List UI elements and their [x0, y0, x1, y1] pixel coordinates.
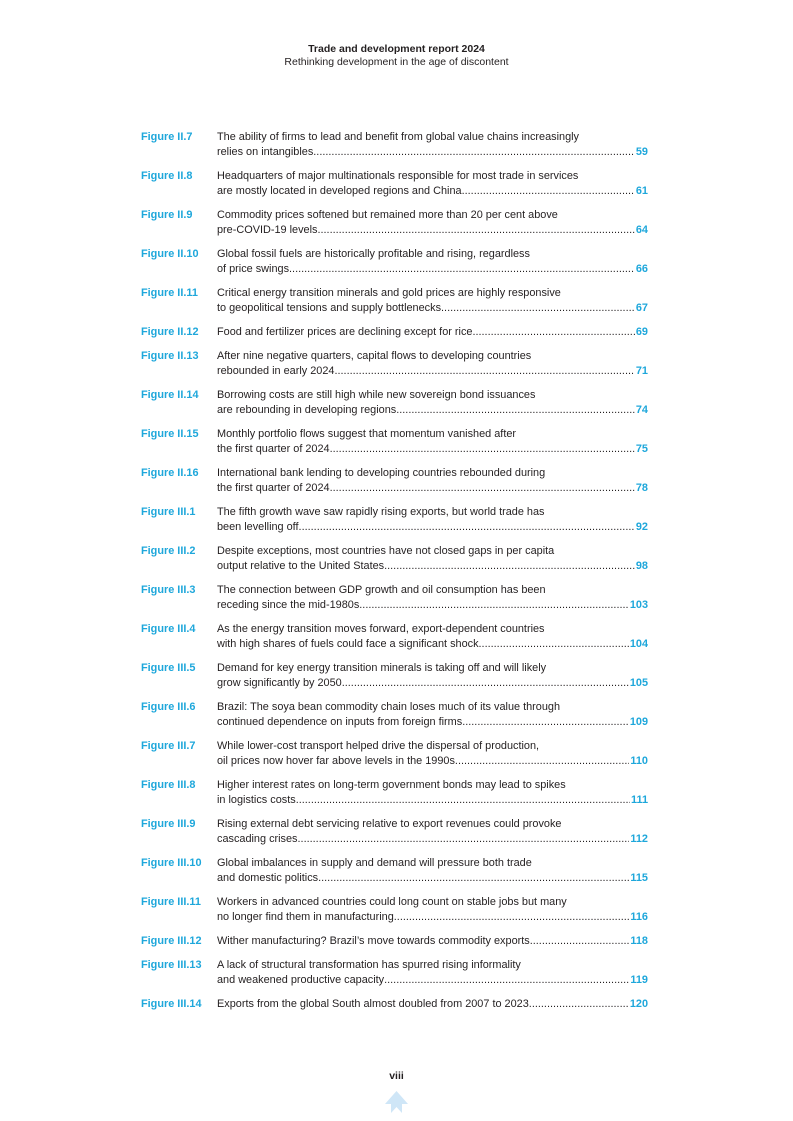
caption-last-line [217, 832, 648, 847]
caption-last-line [217, 481, 648, 496]
figure-caption [217, 958, 648, 988]
caption-line: The ability of firms to lead and benefit from global value chains increasingly [217, 131, 580, 143]
dot-leader [384, 559, 635, 574]
caption-last-line [217, 676, 648, 691]
figure-number: Figure II.8 [141, 170, 193, 182]
caption-last-line [217, 934, 648, 949]
figure-caption [217, 778, 648, 808]
caption-last-line [217, 715, 648, 730]
caption-line: are mostly located in developed regions and China [217, 185, 462, 197]
page-reference[interactable]: 109 [629, 716, 648, 728]
chevron-up-icon[interactable] [384, 1090, 409, 1114]
figure-number: Figure III.3 [141, 584, 196, 596]
dot-leader [441, 301, 635, 316]
caption-line: Rising external debt servicing relative to export revenues could provoke [217, 818, 562, 830]
figure-number: Figure III.7 [141, 740, 196, 752]
caption-last-line [217, 598, 648, 613]
caption-line: of price swings [217, 263, 290, 275]
caption-line: and domestic politics [217, 872, 319, 884]
figure-caption [217, 388, 648, 418]
caption-line: The connection between GDP growth and oil consumption has been [217, 584, 546, 596]
caption-last-line [217, 871, 648, 886]
caption-line: Workers in advanced countries could long count on stable jobs but many [217, 896, 567, 908]
caption-last-line [217, 325, 648, 340]
figure-caption [217, 700, 648, 730]
caption-last-line [217, 301, 648, 316]
dot-leader [330, 481, 635, 496]
dot-leader [384, 973, 629, 988]
caption-line: rebounded in early 2024 [217, 365, 335, 377]
caption-last-line [217, 637, 648, 652]
caption-last-line [217, 184, 648, 199]
figure-number: Figure III.12 [141, 935, 202, 947]
figure-caption [217, 130, 648, 160]
caption-last-line [217, 262, 648, 277]
page-reference[interactable]: 74 [635, 404, 648, 416]
page-reference[interactable]: 105 [629, 677, 648, 689]
page-header [0, 43, 793, 69]
caption-line: Food and fertilizer prices are declining except for rice [217, 326, 473, 338]
caption-line: Brazil: The soya bean commodity chain loses much of its value through [217, 701, 561, 713]
figure-caption [217, 583, 648, 613]
figure-number: Figure III.5 [141, 662, 196, 674]
caption-line: Global fossil fuels are historically profitable and rising, regardless [217, 248, 530, 260]
dot-leader [472, 325, 634, 340]
figure-caption [217, 622, 648, 652]
dot-leader [530, 934, 630, 949]
figure-caption [217, 505, 648, 535]
caption-line: Exports from the global South almost doubled from 2007 to 2023 [217, 998, 529, 1010]
page-reference[interactable]: 61 [635, 185, 648, 197]
figure-caption [217, 817, 648, 847]
caption-line: cascading crises [217, 833, 298, 845]
report-subtitle: Rethinking development in the age of discontent [284, 56, 509, 68]
page-reference[interactable]: 59 [635, 146, 648, 158]
page-reference[interactable]: 118 [630, 935, 648, 947]
caption-line: been levelling off [217, 521, 299, 533]
page-reference[interactable]: 92 [635, 521, 648, 533]
dot-leader [296, 793, 630, 808]
page-reference[interactable]: 98 [635, 560, 648, 572]
page-reference[interactable]: 115 [630, 872, 648, 884]
figure-caption [217, 544, 648, 574]
page-reference[interactable]: 112 [630, 833, 648, 845]
caption-last-line [217, 403, 648, 418]
dot-leader [330, 442, 635, 457]
figure-caption [217, 895, 648, 925]
dot-leader [289, 262, 635, 277]
figure-number: Figure III.9 [141, 818, 196, 830]
page-reference[interactable]: 120 [629, 998, 648, 1010]
caption-line: Higher interest rates on long-term government bonds may lead to spikes [217, 779, 566, 791]
figure-number: Figure III.11 [141, 896, 201, 908]
caption-line: After nine negative quarters, capital flows to developing countries [217, 350, 532, 362]
caption-last-line [217, 520, 648, 535]
figure-caption [217, 349, 648, 379]
caption-line: Demand for key energy transition minerals is taking off and will likely [217, 662, 547, 674]
caption-line: to geopolitical tensions and supply bottlenecks [217, 302, 442, 314]
figure-number: Figure II.16 [141, 467, 199, 479]
dot-leader [359, 598, 629, 613]
dot-leader [394, 910, 630, 925]
figure-caption [217, 934, 648, 949]
page-reference[interactable]: 71 [635, 365, 648, 377]
caption-last-line [217, 364, 648, 379]
caption-last-line [217, 442, 648, 457]
page-reference[interactable]: 119 [630, 974, 648, 986]
figure-number: Figure II.13 [141, 350, 199, 362]
figure-caption [217, 997, 648, 1012]
page-reference[interactable]: 103 [629, 599, 648, 611]
figure-number: Figure II.14 [141, 389, 199, 401]
page-reference[interactable]: 67 [635, 302, 648, 314]
caption-line: Commodity prices softened but remained more than 20 per cent above [217, 209, 558, 221]
caption-line: output relative to the United States [217, 560, 385, 572]
dot-leader [342, 676, 629, 691]
page-reference[interactable]: 116 [630, 911, 648, 923]
dot-leader [479, 637, 629, 652]
caption-line: Borrowing costs are still high while new sovereign bond issuances [217, 389, 536, 401]
caption-line: Headquarters of major multinationals responsible for most trade in services [217, 170, 579, 182]
figure-number: Figure III.13 [141, 959, 202, 971]
figure-number: Figure III.6 [141, 701, 196, 713]
caption-last-line [217, 559, 648, 574]
caption-line: Despite exceptions, most countries have not closed gaps in per capita [217, 545, 555, 557]
caption-line: and weakened productive capacity [217, 974, 385, 986]
caption-line: The fifth growth wave saw rapidly rising exports, but world trade has [217, 506, 545, 518]
caption-last-line [217, 145, 648, 160]
caption-line: relies on intangibles [217, 146, 314, 158]
figure-caption [217, 325, 648, 340]
page-reference[interactable]: 110 [630, 755, 648, 767]
caption-last-line [217, 223, 648, 238]
page-reference[interactable]: 69 [635, 326, 648, 338]
caption-line: with high shares of fuels could face a significant shock [217, 638, 479, 650]
dot-leader [318, 871, 629, 886]
figure-number: Figure III.2 [141, 545, 196, 557]
dot-leader [462, 184, 635, 199]
page-reference[interactable]: 75 [635, 443, 648, 455]
caption-line: International bank lending to developing countries rebounded during [217, 467, 546, 479]
dot-leader [298, 832, 630, 847]
dot-leader [313, 145, 635, 160]
caption-last-line [217, 754, 648, 769]
figure-number: Figure III.8 [141, 779, 196, 791]
dot-leader [299, 520, 635, 535]
caption-line: are rebounding in developing regions [217, 404, 397, 416]
figure-caption [217, 661, 648, 691]
caption-line: oil prices now hover far above levels in the 1990s [217, 755, 455, 767]
caption-line: grow significantly by 2050 [217, 677, 342, 689]
dot-leader [396, 403, 635, 418]
page-reference[interactable]: 66 [635, 263, 648, 275]
page-reference[interactable]: 78 [635, 482, 648, 494]
figure-number: Figure II.9 [141, 209, 193, 221]
caption-line: pre-COVID-19 levels [217, 224, 318, 236]
figure-caption [217, 247, 648, 277]
caption-line: Global imbalances in supply and demand will pressure both trade [217, 857, 532, 869]
figure-number: Figure II.11 [141, 287, 198, 299]
caption-line: receding since the mid-1980s [217, 599, 360, 611]
figure-number: Figure II.12 [141, 326, 199, 338]
figure-number: Figure II.15 [141, 428, 199, 440]
caption-last-line [217, 910, 648, 925]
dot-leader [455, 754, 630, 769]
caption-line: Critical energy transition minerals and gold prices are highly responsive [217, 287, 561, 299]
report-title: Trade and development report 2024 [308, 43, 485, 55]
dot-leader [462, 715, 629, 730]
caption-last-line [217, 997, 648, 1012]
caption-line: continued dependence on inputs from foreign firms [217, 716, 463, 728]
caption-line: no longer find them in manufacturing [217, 911, 394, 923]
figure-caption [217, 208, 648, 238]
caption-line: in logistics costs [217, 794, 296, 806]
figure-number: Figure II.10 [141, 248, 199, 260]
caption-last-line [217, 793, 648, 808]
caption-last-line [217, 973, 648, 988]
figure-number: Figure II.7 [141, 131, 193, 143]
figure-caption [217, 169, 648, 199]
caption-line: Monthly portfolio flows suggest that momentum vanished after [217, 428, 517, 440]
caption-line: As the energy transition moves forward, export-dependent countries [217, 623, 545, 635]
figure-number: Figure III.4 [141, 623, 196, 635]
caption-line: the first quarter of 2024 [217, 482, 330, 494]
figure-caption [217, 739, 648, 769]
page-number: viii [389, 1070, 404, 1082]
dot-leader [334, 364, 634, 379]
figure-caption [217, 286, 648, 316]
page-reference[interactable]: 111 [631, 794, 648, 806]
caption-line: the first quarter of 2024 [217, 443, 330, 455]
page-reference[interactable]: 104 [629, 638, 648, 650]
figure-caption [217, 466, 648, 496]
page-reference[interactable]: 64 [635, 224, 648, 236]
caption-line: Wither manufacturing? Brazil’s move towards commodity exports [217, 935, 530, 947]
figure-caption [217, 856, 648, 886]
caption-line: While lower-cost transport helped drive the dispersal of production, [217, 740, 540, 752]
caption-line: A lack of structural transformation has spurred rising informality [217, 959, 521, 971]
figure-number: Figure III.14 [141, 998, 202, 1010]
figure-caption [217, 427, 648, 457]
figure-number: Figure III.1 [141, 506, 196, 518]
dot-leader [317, 223, 634, 238]
dot-leader [529, 997, 629, 1012]
figure-number: Figure III.10 [141, 857, 202, 869]
